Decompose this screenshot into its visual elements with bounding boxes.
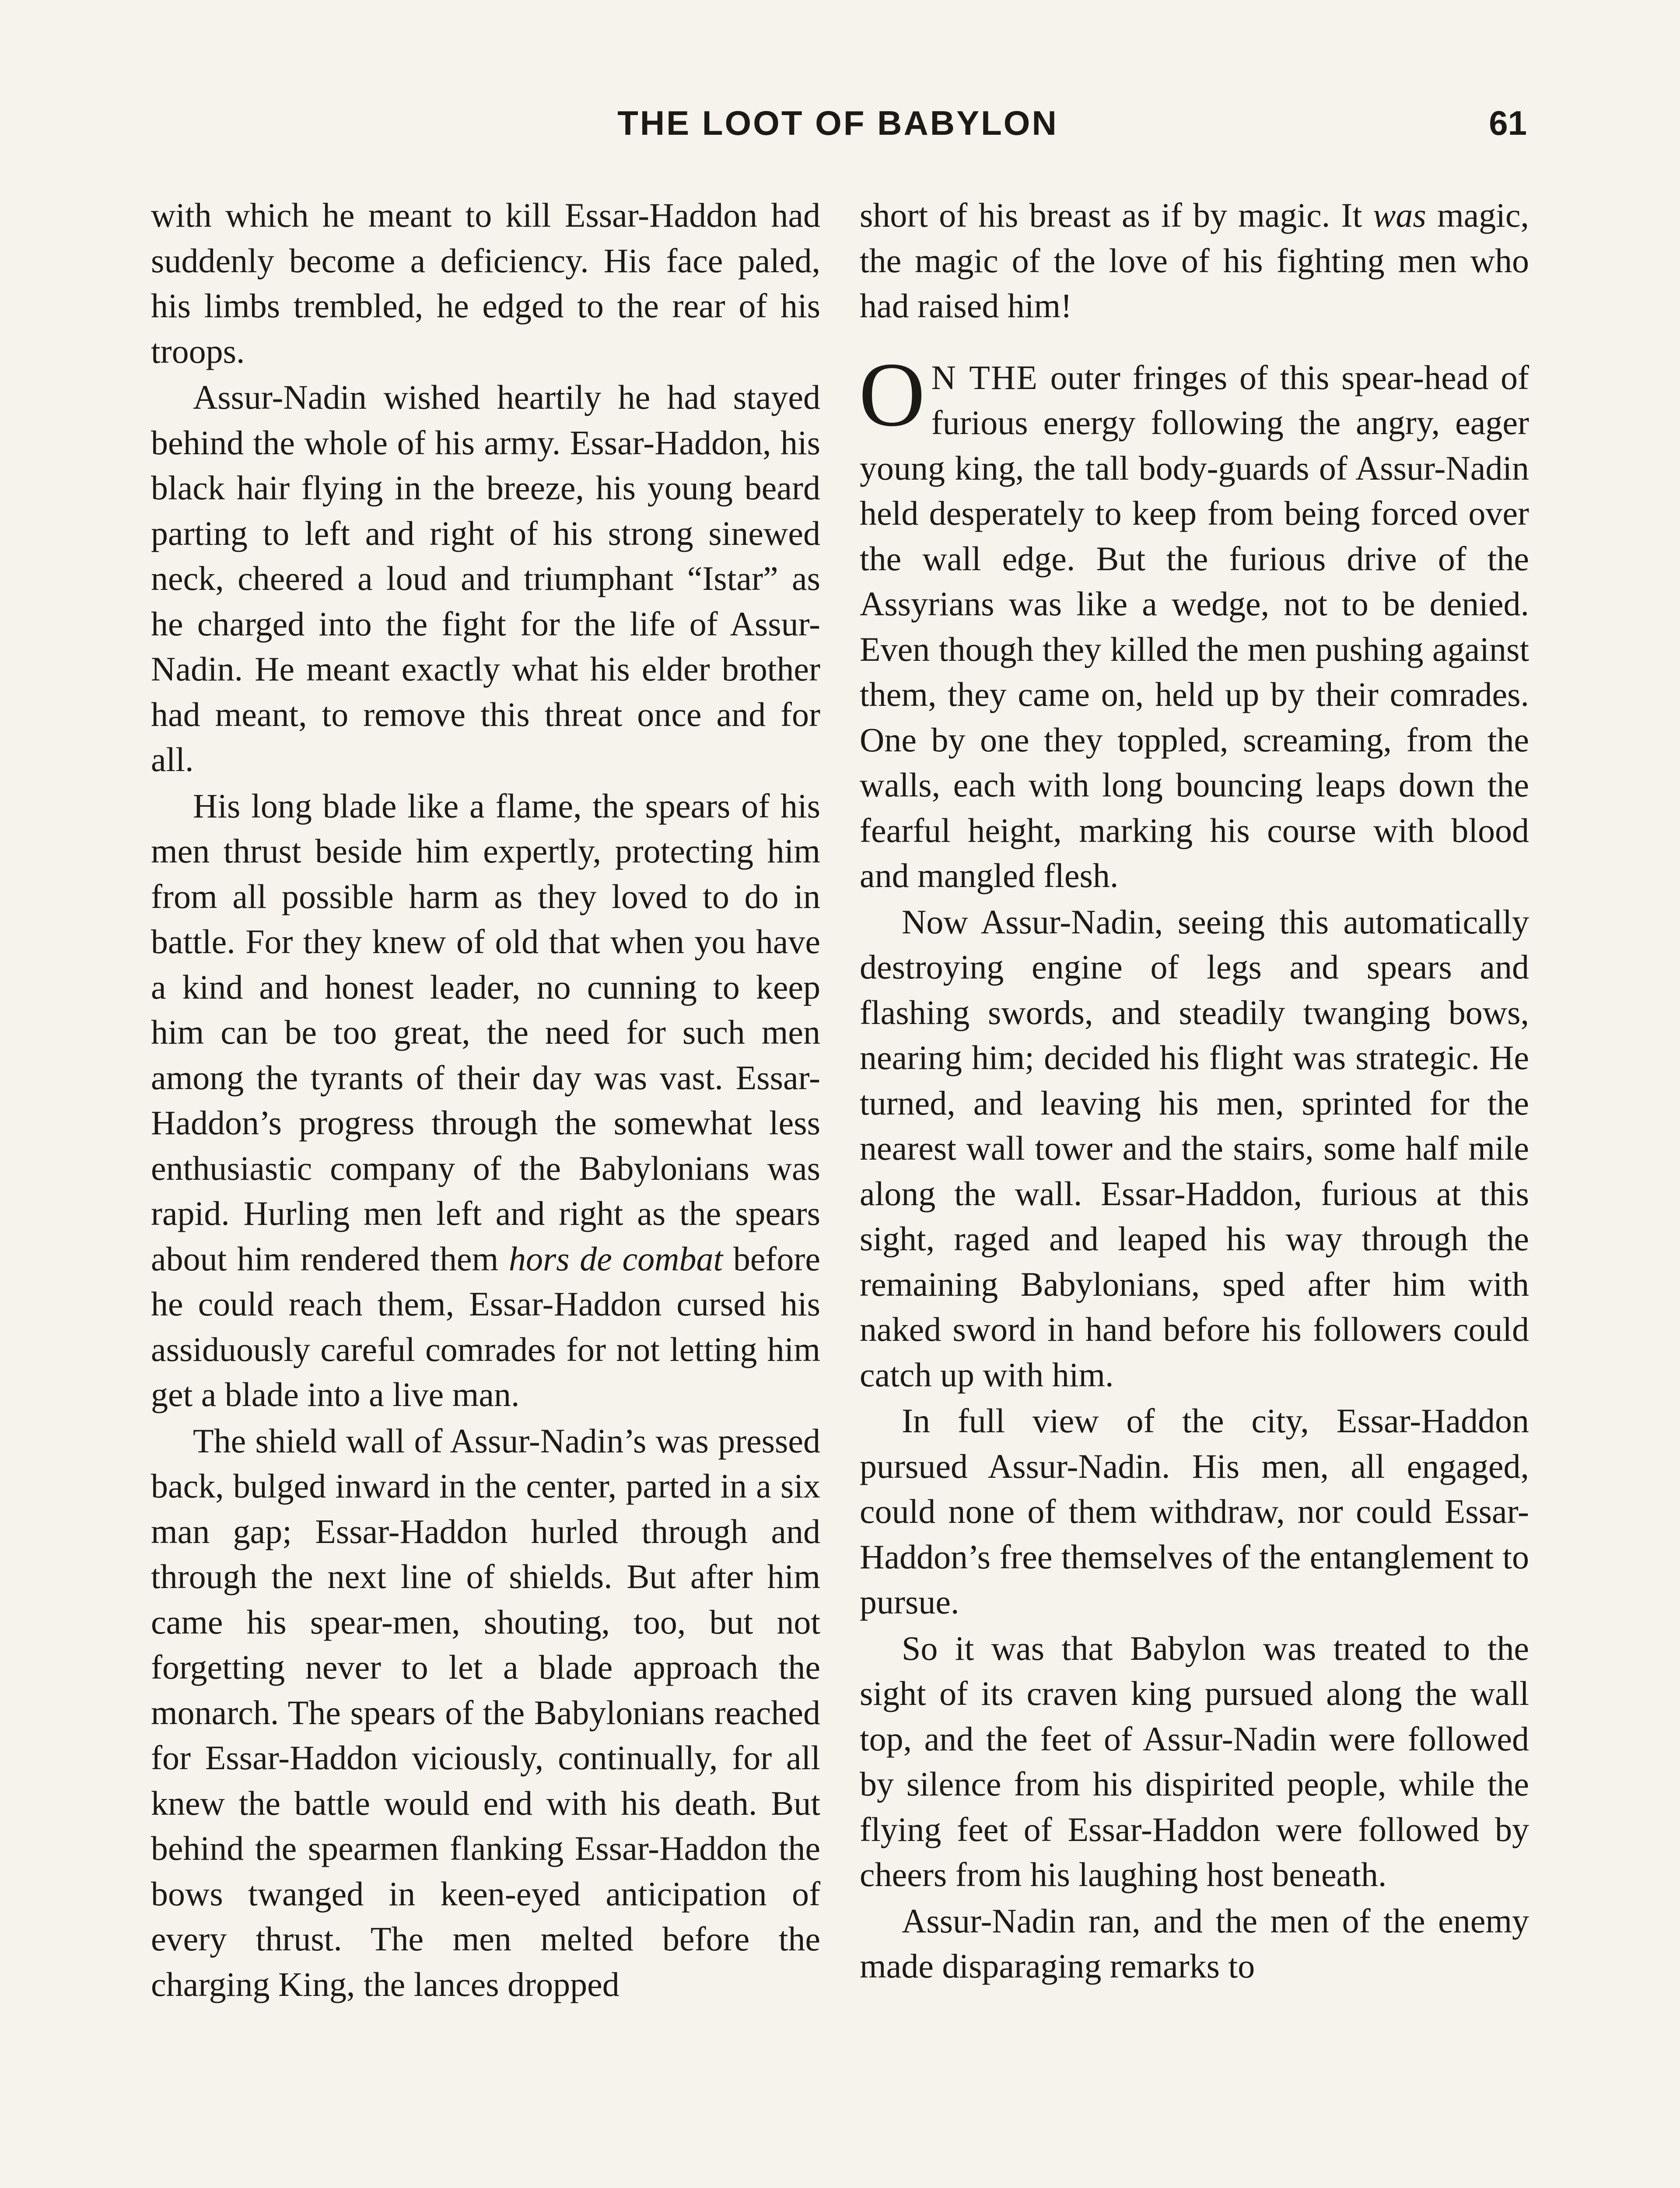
page-number: 61 (1489, 104, 1527, 142)
running-title: THE LOOT OF BABYLON (617, 104, 1058, 142)
paragraph-text: magic, the magic of the love of his fighting men who had raised him! (860, 196, 1530, 325)
italic-phrase: hors de combat (508, 1239, 723, 1278)
paragraph-text: short of his breast as if by magic. It (860, 196, 1362, 234)
paragraph: In full view of the city, Essar-Haddon pursued Assur-Nadin. His men, all engaged, could none of them withdraw, nor could Essar-Haddon’s free themselves of the entanglement to pursue. (860, 1402, 1529, 1621)
paragraph-text: outer fringes of this spear-head of furious energy following the angry, eager young king, the tall body-guards of Assur-Nadin held desperately to keep from being forced over the wall edge. But the furious drive of the Assyrians was like a wedge, not to be denied. Even though they killed the men pushing against them, they came on, held up by their comrades. One by one they toppled, screaming, from the walls, each with long bouncing leaps down the fearful height, marking his course with blood and mangled flesh. (860, 358, 1530, 894)
italic-word: was (1373, 196, 1426, 234)
paragraph-text: before he could reach them, Essar-Haddon cursed his assiduously careful comrades for not letting him get a blade into a live man. (151, 1239, 821, 1413)
paragraph: with which he meant to kill Essar-Haddon had suddenly become a deficiency. His face paled, his limbs trembled, he edged to the rear of his troops. (151, 196, 820, 370)
paragraph (151, 783, 820, 1417)
paragraph: Assur-Nadin ran, and the men of the enemy made disparaging remarks to (860, 1901, 1529, 1985)
paragraph: So it was that Babylon was treated to the sight of its craven king pursued along the wall top, and the feet of Assur-Nadin were followed by silence from his dispirited people, while the flying feet of Essar-Haddon were followed by cheers from his laughing host beneath. (860, 1629, 1529, 1893)
paragraph (860, 193, 1529, 329)
paragraph-text: His long blade like a flame, the spears of his men thrust beside him expertly, protecting him from all possible harm as they loved to do in battle. For they knew of old that when you have a kind and honest leader, no cunning to keep him can be too great, the need for such men among the tyrants of their day was vast. Essar-Haddon’s progress through the somewhat less enthusiastic company of the Babylonians was rapid. Hurling men left and right as the spears about him rendered them (151, 786, 820, 1278)
paragraph: Now Assur-Nadin, seeing this automatically destroying engine of legs and spears and flashing swords, and steadily twanging bows, nearing him; decided his flight was strategic. He turned, and leaving his men, sprinted for the nearest wall tower and the stairs, some half mile along the wall. Essar-Haddon, furious at this sight, raged and leaped his way through the remaining Babylonians, sped after him with naked sword in hand before his followers could catch up with him. (860, 902, 1529, 1394)
paragraph: Assur-Nadin wished heartily he had stayed behind the whole of his army. Essar-Haddon, his black hair flying in the breeze, his young beard parting to left and right of his strong sinewed neck, cheered a loud and triumphant “Istar” as he charged into the fight for the life of Assur-Nadin. He meant exactly what his elder brother had meant, to remove this threat once and for all. (151, 378, 820, 778)
small-caps-lead: N THE (931, 358, 1038, 396)
paragraph (859, 344, 1530, 898)
left-column (151, 193, 820, 2007)
page-header (149, 103, 1527, 151)
paragraph: The shield wall of Assur-Nadin’s was pressed back, bulged inward in the center, parted in a six man gap; Essar-Haddon hurled through and through the next line of shields. But after him came his spear-men, shouting, too, but not forgetting never to let a blade approach the monarch. The spears of the Babylonians reached for Essar-Haddon viciously, continually, for all knew the battle would end with his death. But behind the spearmen flanking Essar-Haddon the bows twanged in keen-eyed anticipation of every thrust. The men melted before the charging King, the lances dropped (151, 1421, 820, 2003)
right-column (860, 193, 1529, 1989)
drop-cap: O (859, 344, 925, 445)
